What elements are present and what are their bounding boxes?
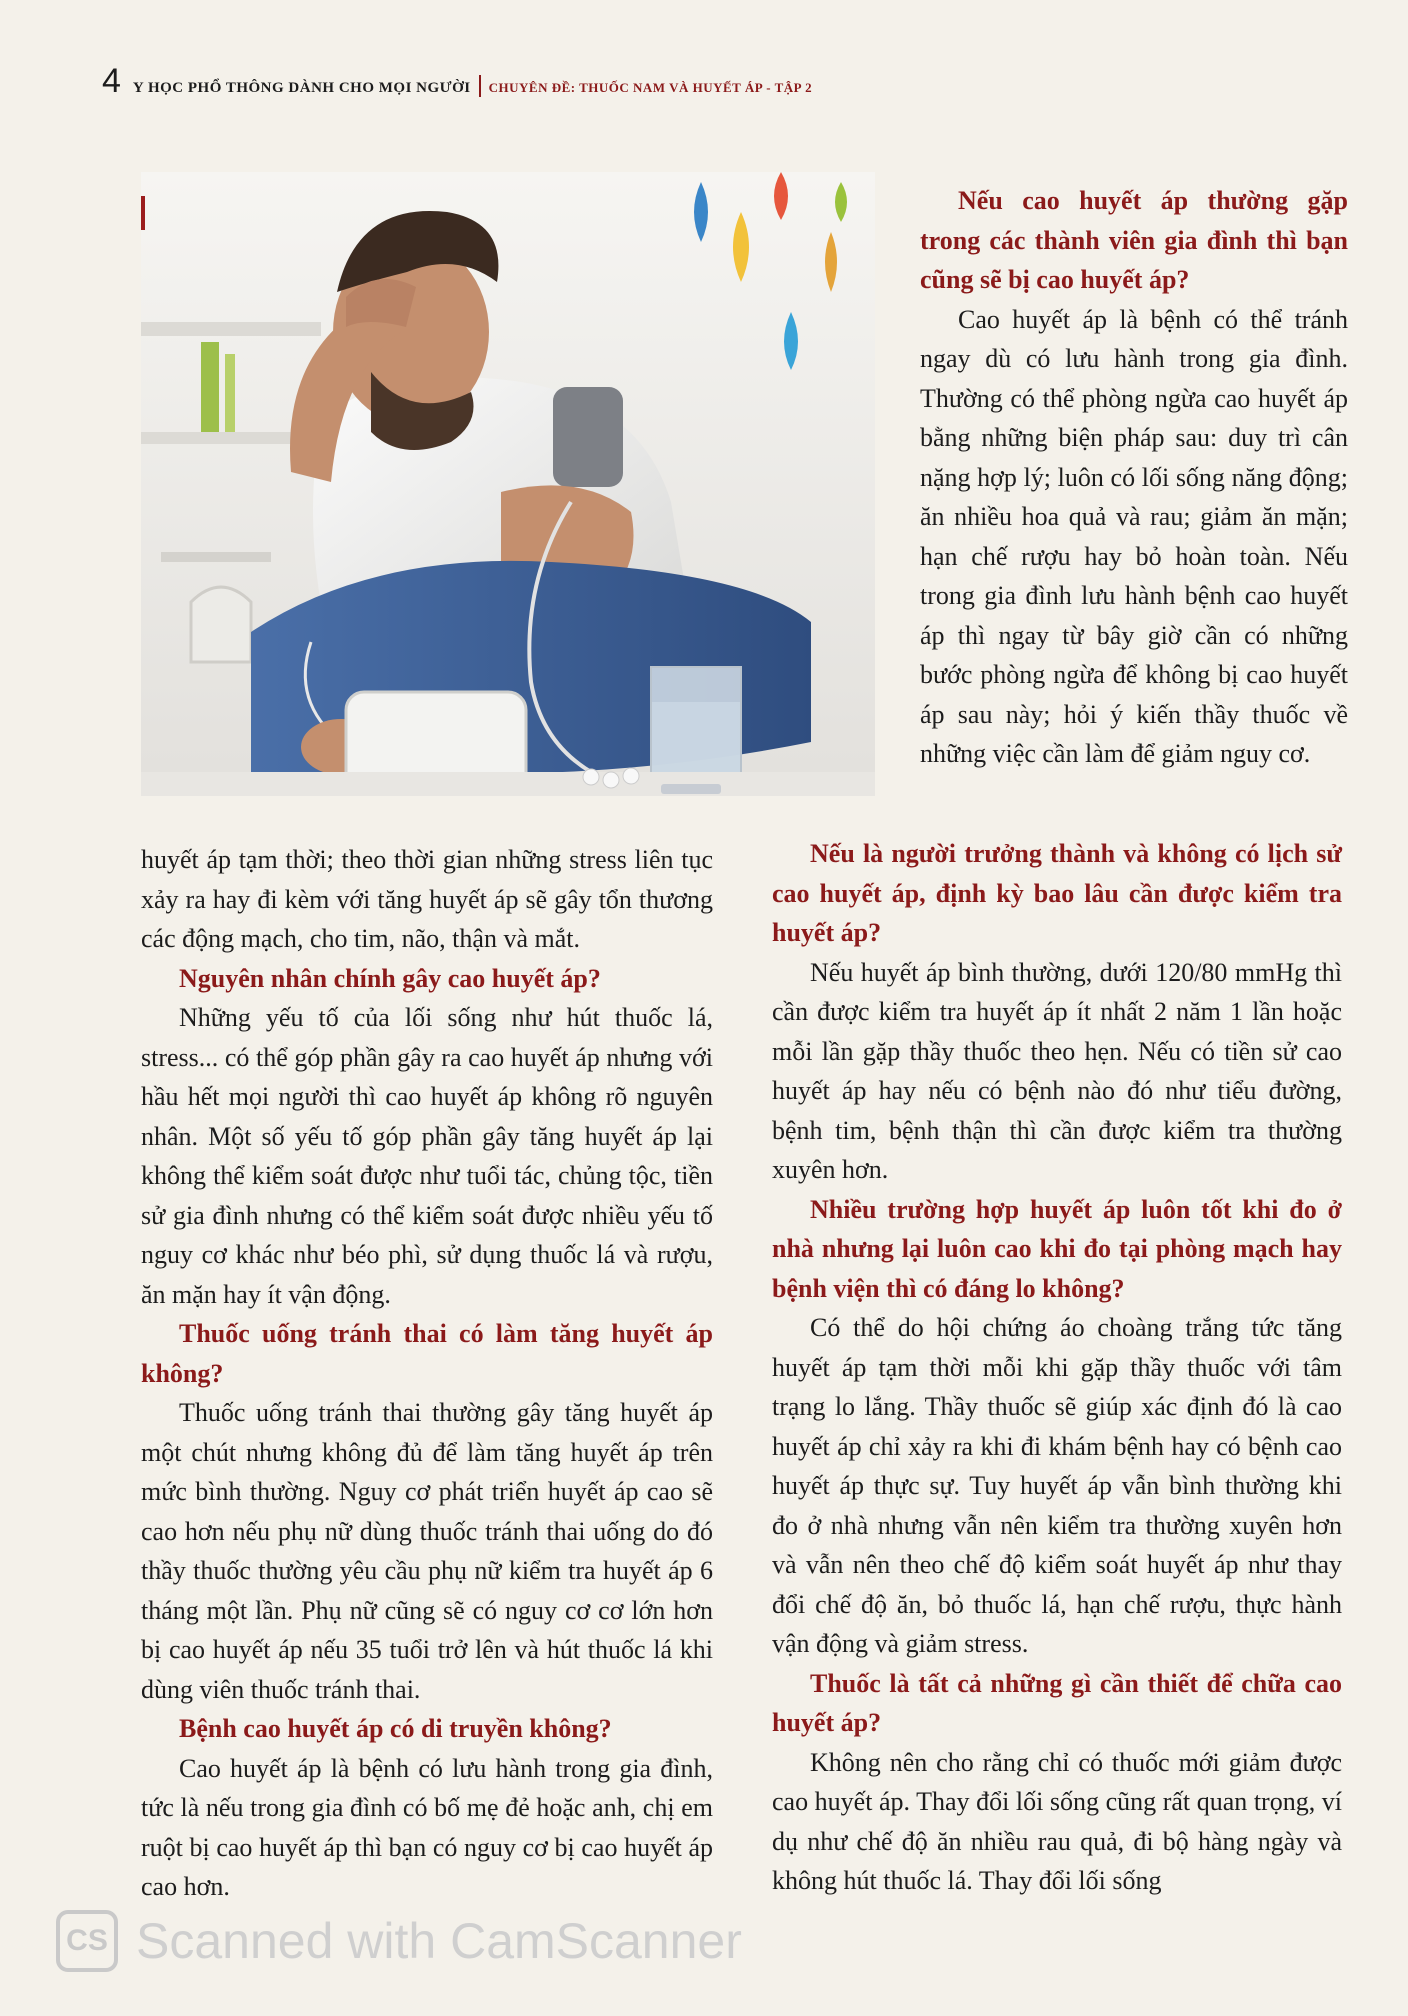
running-header	[102, 62, 1342, 110]
question-heading-check-frequency: Nếu là người trưởng thành và không có lịch sử cao huyết áp, định kỳ bao lâu cần được kiểm tra huyết áp?	[772, 839, 1342, 947]
answer-heredity: Cao huyết áp là bệnh có lưu hành trong gia đình, tức là nếu trong gia đình có bố mẹ đẻ hoặc anh, chị em ruột bị cao huyết áp thì bạn có nguy cơ bị cao huyết áp cao hơn.	[141, 1753, 713, 1901]
question-heading-heredity: Bệnh cao huyết áp có di truyền không?	[179, 1714, 612, 1743]
paragraph-intro: huyết áp tạm thời; theo thời gian những stress liên tục xảy ra hay đi kèm với tăng huyết áp sẽ gây tổn thương các động mạch, cho tim, não, thận và mắt.	[141, 845, 713, 953]
question-heading-medication: Thuốc là tất cả những gì cần thiết để chữa cao huyết áp?	[772, 1668, 1342, 1737]
answer-white-coat: Có thể do hội chứng áo choàng trắng tức tăng huyết áp tạm thời mỗi khi gặp thầy thuốc với tâm trạng lo lắng. Thầy thuốc sẽ giúp xác định đó là cao huyết áp chỉ xảy ra khi đi khám bệnh hay có bệnh cao huyết áp thực sự. Tuy huyết áp vẫn bình thường khi đo ở nhà nhưng vẫn nên kiểm tra thường xuyên hơn và vẫn nên theo chế độ kiểm soát huyết áp như thay đổi chế độ ăn, bỏ thuốc lá, hạn chế rượu, thực hành vận động và giảm stress.	[772, 1313, 1342, 1658]
answer-contraceptive: Thuốc uống tránh thai thường gây tăng huyết áp một chút nhưng không đủ để làm tăng huyết áp trên mức bình thường. Nguy cơ phát triển huyết áp cao sẽ cao hơn nếu phụ nữ dùng thuốc tránh thai uống do đó thầy thuốc thường yêu cầu phụ nữ kiểm tra huyết áp 6 tháng một lần. Phụ nữ cũng sẽ có nguy cơ cơ lớn hơn bị cao huyết áp nếu 35 tuổi trở lên và hút thuốc lá khi dùng viên thuốc tránh thai.	[141, 1398, 713, 1704]
answer-causes: Những yếu tố của lối sống như hút thuốc lá, stress... có thể góp phần gây ra cao huyết áp nhưng với hầu hết mọi người thì cao huyết áp không rõ nguyên nhân. Một số yếu tố góp phần gây tăng huyết áp lại không thể kiểm soát được như tuổi tác, chủng tộc, tiền sử gia đình nhưng có thể kiểm soát được nhiều yếu tố nguy cơ khác như béo phì, sử dụng thuốc lá và rượu, ăn mặn hay ít vận động.	[141, 1003, 713, 1309]
header-divider	[479, 75, 481, 97]
camscanner-logo-icon: CS	[56, 1910, 118, 1972]
right-top-column	[920, 181, 1348, 774]
page-number: 4	[102, 62, 121, 100]
book-series-title: Y HỌC PHỔ THÔNG DÀNH CHO MỌI NGƯỜI	[132, 80, 471, 96]
answer-family: Cao huyết áp là bệnh có thể tránh ngay dù có lưu hành trong gia đình. Thường có thể phòng ngừa cao huyết áp bằng những biện pháp sau: duy trì cân nặng hợp lý; luôn có lối sống năng động; ăn nhiều hoa quả và rau; giảm ăn mặn; hạn chế rượu hay bỏ hoàn toàn. Nếu trong gia đình lưu hành bệnh cao huyết áp thì ngay từ bây giờ cần có những bước phòng ngừa để không bị cao huyết áp sau này; hỏi ý kiến thầy thuốc về những việc cần làm để giảm nguy cơ.	[920, 304, 1348, 768]
answer-check-frequency: Nếu huyết áp bình thường, dưới 120/80 mmHg thì cần được kiểm tra huyết áp ít nhất 2 năm 1 lần hoặc mỗi lần gặp thầy thuốc theo hẹn. Nếu có tiền sử cao huyết áp hay nếu có bệnh nào đó như tiểu đường, bệnh tim, bệnh thận thì cần được kiểm tra thường xuyên hơn.	[772, 957, 1342, 1184]
question-heading-family: Nếu cao huyết áp thường gặp trong các thành viên gia đình thì bạn cũng sẽ bị cao huyết áp?	[920, 186, 1348, 294]
answer-medication: Không nên cho rằng chỉ có thuốc mới giảm được cao huyết áp. Thay đổi lối sống cũng rất quan trọng, ví dụ như chế độ ăn nhiều rau quả, đi bộ hàng ngày và không hút thuốc lá. Thay đổi lối sống	[772, 1747, 1342, 1895]
watermark-text: Scanned with CamScanner	[136, 1913, 742, 1969]
question-heading-contraceptive: Thuốc uống tránh thai có làm tăng huyết áp không?	[141, 1319, 713, 1388]
question-heading-causes: Nguyên nhân chính gây cao huyết áp?	[179, 963, 601, 993]
right-bottom-column	[772, 834, 1342, 1901]
chapter-subject: CHUYÊN ĐỀ: THUỐC NAM VÀ HUYẾT ÁP - TẬP 2	[488, 80, 813, 95]
photo-man-measuring-blood-pressure	[141, 172, 875, 796]
photo-illustration	[141, 172, 875, 796]
accent-mark	[141, 196, 145, 230]
left-column	[141, 840, 713, 1907]
camscanner-watermark	[56, 1908, 742, 1974]
question-heading-white-coat: Nhiều trường hợp huyết áp luôn tốt khi đo ở nhà nhưng lại luôn cao khi đo tại phòng mạch hay bệnh viện thì có đáng lo không?	[772, 1194, 1342, 1303]
